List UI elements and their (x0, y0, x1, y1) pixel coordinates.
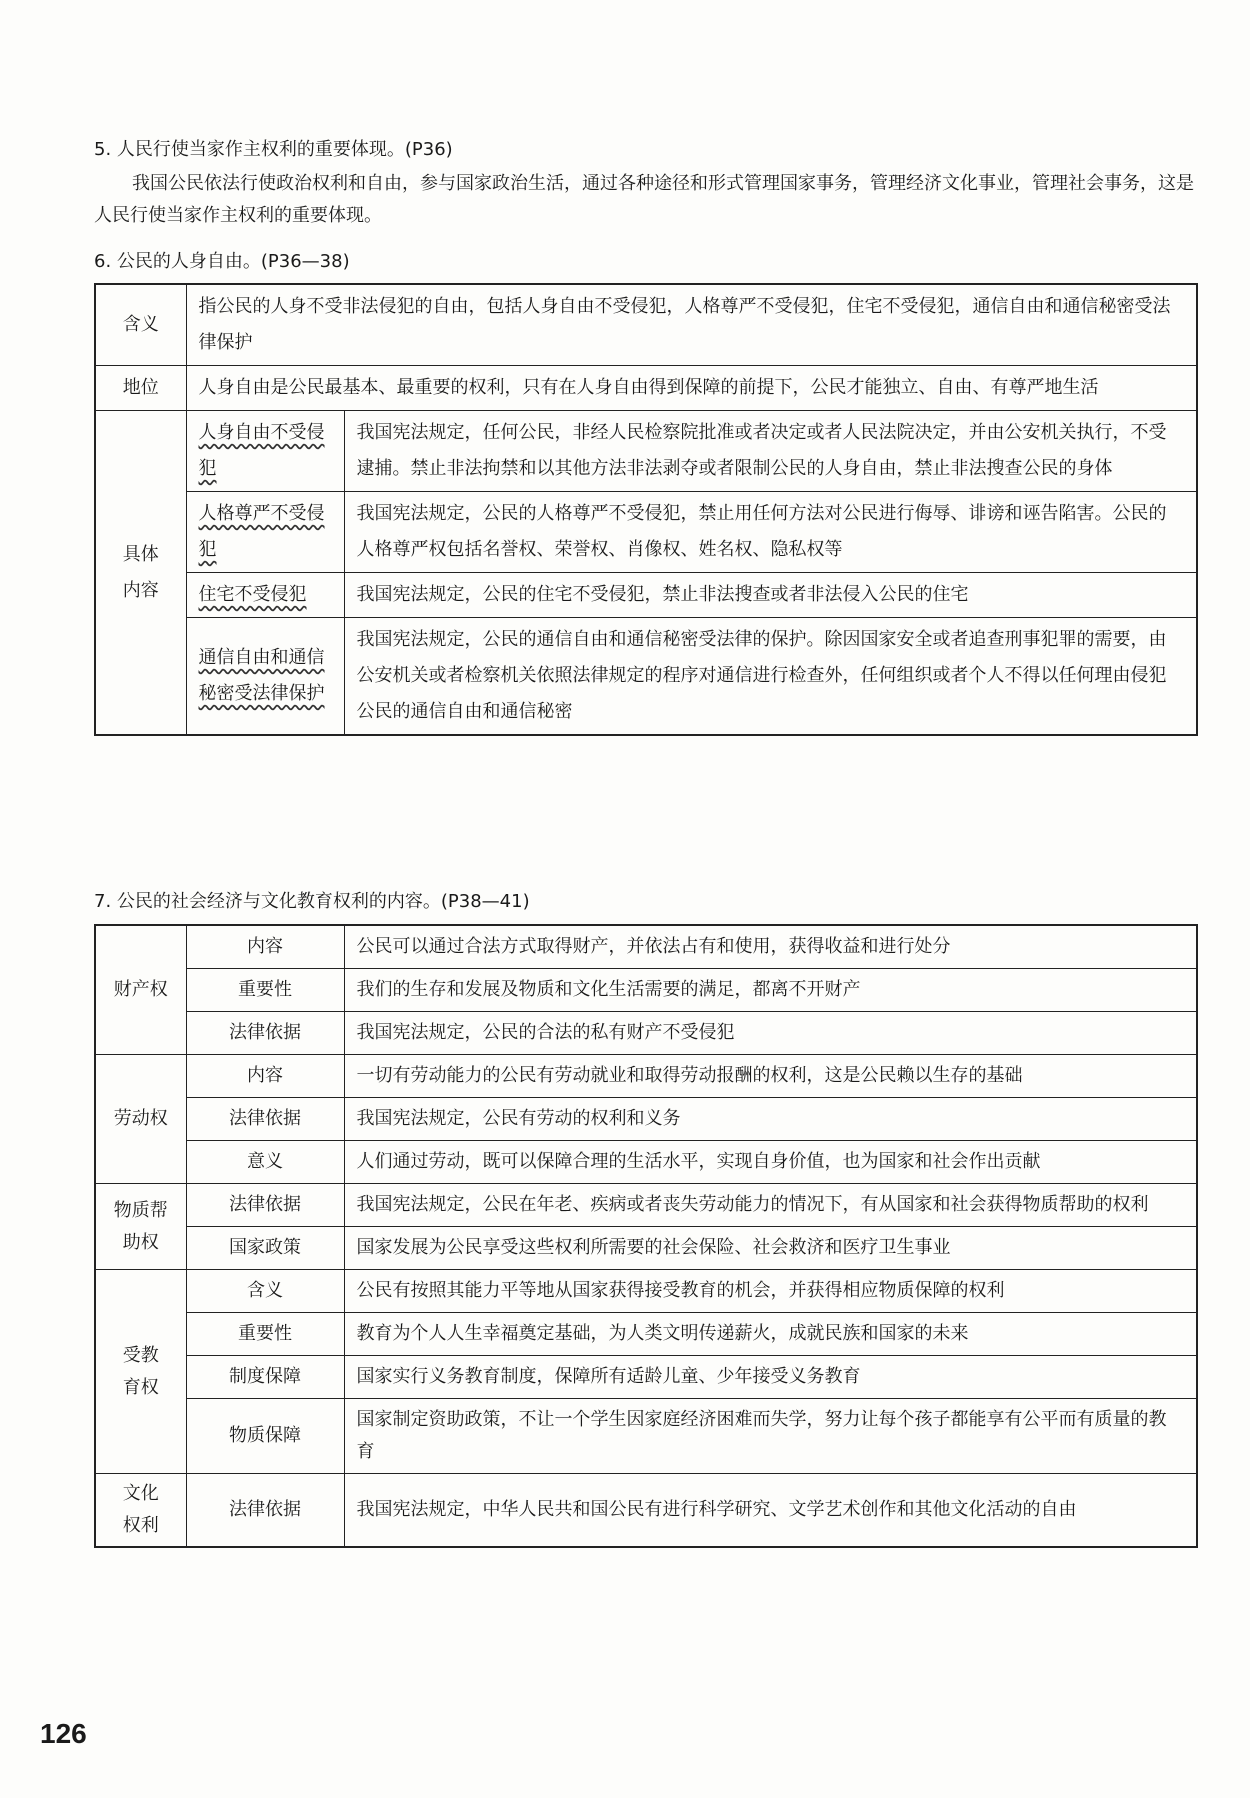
section-6-title: 6. 公民的人身自由。(P36—38) (94, 251, 350, 272)
group-category: 财产权 (95, 925, 186, 1055)
table-row (95, 1012, 1197, 1055)
row-text: 国家发展为公民享受这些权利所需要的社会保险、社会救济和医疗卫生事业 (344, 1227, 1197, 1270)
row-text: 一切有劳动能力的公民有劳动就业和取得劳动报酬的权利，这是公民赖以生存的基础 (344, 1055, 1197, 1098)
row-text: 指公民的人身不受非法侵犯的自由，包括人身自由不受侵犯，人格尊严不受侵犯，住宅不受侵犯，通信自由和通信秘密受法律保护 (186, 284, 1197, 366)
row-text: 我国宪法规定，公民的住宅不受侵犯，禁止非法搜查或者非法侵入公民的住宅 (344, 573, 1197, 618)
table-row (95, 1227, 1197, 1270)
row-text: 我国宪法规定，公民有劳动的权利和义务 (344, 1098, 1197, 1141)
row-subcategory (186, 573, 344, 618)
row-subcategory: 重要性 (186, 969, 344, 1012)
table-row (95, 573, 1197, 618)
table-row (95, 1141, 1197, 1184)
row-text: 我们的生存和发展及物质和文化生活需要的满足，都离不开财产 (344, 969, 1197, 1012)
row-text: 我国宪法规定，公民的通信自由和通信秘密受法律的保护。除因国家安全或者追查刑事犯罪的需要，由公安机关或者检察机关依照法律规定的程序对通信进行检查外，任何组织或者个人不得以任何理由侵犯公民的通信自由和通信秘密 (344, 618, 1197, 736)
row-category: 具体内容 (95, 411, 186, 736)
section-5-title: 5. 人民行使当家作主权利的重要体现。(P36) (94, 139, 453, 160)
personal-freedom-table (94, 283, 1198, 736)
row-subcategory (186, 411, 344, 492)
table-row (95, 492, 1197, 573)
row-text: 国家实行义务教育制度，保障所有适龄儿童、少年接受义务教育 (344, 1356, 1197, 1399)
row-subcategory: 国家政策 (186, 1227, 344, 1270)
row-subcategory (186, 492, 344, 573)
row-text: 公民可以通过合法方式取得财产，并依法占有和使用，获得收益和进行处分 (344, 925, 1197, 969)
row-subcategory: 内容 (186, 925, 344, 969)
row-text: 我国宪法规定，公民的合法的私有财产不受侵犯 (344, 1012, 1197, 1055)
section-7-title: 7. 公民的社会经济与文化教育权利的内容。(P38—41) (94, 891, 530, 912)
table-row (95, 284, 1197, 366)
social-rights-table (94, 924, 1198, 1548)
table-row (95, 411, 1197, 492)
row-subcategory: 制度保障 (186, 1356, 344, 1399)
table-row (95, 1098, 1197, 1141)
row-text: 我国宪法规定，中华人民共和国公民有进行科学研究、文学艺术创作和其他文化活动的自由 (344, 1474, 1197, 1548)
row-text: 教育为个人人生幸福奠定基础，为人类文明传递薪火，成就民族和国家的未来 (344, 1313, 1197, 1356)
row-text: 我国宪法规定，公民的人格尊严不受侵犯，禁止用任何方法对公民进行侮辱、诽谤和诬告陷害。公民的人格尊严权包括名誉权、荣誉权、肖像权、姓名权、隐私权等 (344, 492, 1197, 573)
row-subcategory: 法律依据 (186, 1098, 344, 1141)
row-category: 地位 (95, 366, 186, 411)
table-row (95, 1313, 1197, 1356)
subcategory-label: 通信自由和通信秘密受法律保护 (198, 647, 325, 704)
row-text: 人们通过劳动，既可以保障合理的生活水平，实现自身价值，也为国家和社会作出贡献 (344, 1141, 1197, 1184)
row-subcategory: 含义 (186, 1270, 344, 1313)
table-row (95, 925, 1197, 969)
row-subcategory: 意义 (186, 1141, 344, 1184)
page-number: 126 (40, 1718, 87, 1749)
subcategory-label: 人身自由不受侵犯 (198, 422, 325, 479)
table-row (95, 1399, 1197, 1474)
table-row (95, 969, 1197, 1012)
row-category: 含义 (95, 284, 186, 366)
row-subcategory: 法律依据 (186, 1012, 344, 1055)
table-row (95, 1270, 1197, 1313)
row-subcategory: 法律依据 (186, 1474, 344, 1548)
row-text: 我国宪法规定，公民在年老、疾病或者丧失劳动能力的情况下，有从国家和社会获得物质帮助的权利 (344, 1184, 1197, 1227)
table-row (95, 1055, 1197, 1098)
group-category: 劳动权 (95, 1055, 186, 1184)
section-5-text: 我国公民依法行使政治权利和自由，参与国家政治生活，通过各种途径和形式管理国家事务，管理经济文化事业，管理社会事务，这是人民行使当家作主权利的重要体现。 (94, 173, 1194, 226)
row-subcategory (186, 618, 344, 736)
row-text: 国家制定资助政策，不让一个学生因家庭经济困难而失学，努力让每个孩子都能享有公平而有质量的教育 (344, 1399, 1197, 1474)
row-subcategory: 重要性 (186, 1313, 344, 1356)
row-text: 公民有按照其能力平等地从国家获得接受教育的机会，并获得相应物质保障的权利 (344, 1270, 1197, 1313)
subcategory-label: 住宅不受侵犯 (198, 584, 307, 605)
group-category: 文化权利 (95, 1474, 186, 1548)
row-subcategory: 物质保障 (186, 1399, 344, 1474)
row-text: 我国宪法规定，任何公民，非经人民检察院批准或者决定或者人民法院决定，并由公安机关执行，不受逮捕。禁止非法拘禁和以其他方法非法剥夺或者限制公民的人身自由，禁止非法搜查公民的身体 (344, 411, 1197, 492)
row-subcategory: 内容 (186, 1055, 344, 1098)
group-category: 物质帮助权 (95, 1184, 186, 1270)
table-row (95, 1474, 1197, 1548)
table-row (95, 1184, 1197, 1227)
table-row (95, 1356, 1197, 1399)
table-row (95, 366, 1197, 411)
subcategory-label: 人格尊严不受侵犯 (198, 503, 325, 560)
group-category: 受教育权 (95, 1270, 186, 1474)
row-subcategory: 法律依据 (186, 1184, 344, 1227)
row-text: 人身自由是公民最基本、最重要的权利，只有在人身自由得到保障的前提下，公民才能独立、自由、有尊严地生活 (186, 366, 1197, 411)
table-row (95, 618, 1197, 736)
